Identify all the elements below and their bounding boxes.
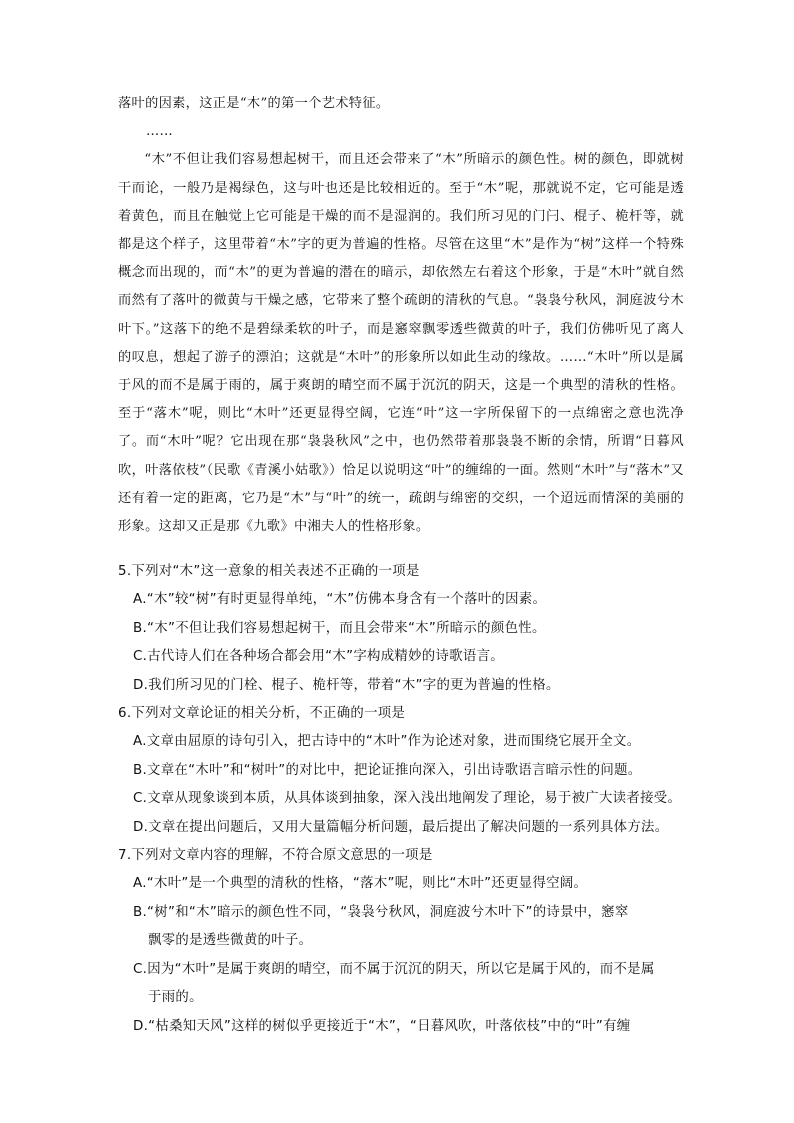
question-5 [118,558,690,700]
option-b: B.文章在“木叶”和“树叶”的对比中，把论证推向深入，引出诗歌语言暗示性的问题。 [133,762,642,778]
option-d: D.我们所习见的门栓、棍子、桅杆等，带着“木”字的更为普遍的性格。 [133,677,560,693]
passage-line-continued: 落叶的因素，这正是“木”的第一个艺术特征。 [118,96,390,111]
option-d: D.“枯桑知天风”这样的树似乎更接近于“木”，“日暮风吹，叶落依枝”中的“叶”有缠 [133,1018,631,1034]
option-b: B.“木”不但让我们容易想起树干，而且会带来“木”所暗示的颜色性。 [133,620,546,636]
option-line: B.“树”和“木”暗示的颜色性不同，“袅袅兮秋风，洞庭波兮木叶下”的诗景中，窸窣 [133,904,629,920]
question-stem: 5.下列对“木”这一意象的相关表述不正确的一项是 [118,564,420,579]
question-stem: 6.下列对文章论证的相关分析，不正确的一项是 [118,706,406,722]
option-c: C.古代诗人们在各种场合都会用“木”字构成精妙的诗歌语言。 [133,649,504,665]
question-7 [118,842,690,1041]
question-stem: 7.下列对文章内容的理解，不符合原文意思的一项是 [118,848,433,864]
option-a: A.“木叶”是一个典型的清秋的性格，“落木”呢，则比“木叶”还更显得空阔。 [133,876,588,892]
passage-ellipsis: …… [146,124,174,140]
option-b [133,899,690,956]
option-d: D.文章在提出问题后，又用大量篇幅分析问题，最后提出了解决问题的一系列具体方法。 [133,819,669,835]
option-line-continued: 于雨的。 [148,990,203,1006]
reading-passage [118,90,684,541]
option-c: C.文章从现象谈到本质，从具体谈到抽象，深入浅出地阐发了理论，易于被广大读者接受。 [133,791,682,807]
passage-paragraph: “木”不但让我们容易想起树干，而且还会带来了“木”所暗示的颜色性。树的颜色，即就树干而论，一般乃是褐绿色，这与叶也还是比较相近的。至于“木”呢，那就说不定，它可能是透着黄色，而且在触觉上它可能是干燥的而不是湿润的。我们所习见的门闩、棍子、桅杆等，就都是这个样子，这里带着“木”字的更为普遍的性格。尽管在这里“木”是作为“树”这样一个特殊概念而出现的，而“木”的更为普遍的潜在的暗示，却依然左右着这个形象，于是“木叶”就自然而然有了落叶的微黄与干燥之感，它带来了整个疏朗的清秋的气息。“袅袅兮秋风，洞庭波兮木叶下。”这落下的绝不是碧绿柔软的叶子，而是窸窣飘零透些微黄的叶子，我们仿佛听见了离人的叹息，想起了游子的漂泊；这就是“木叶”的形象所以如此生动的缘故。……“木叶”所以是属于风的而不是属于雨的，属于爽朗的晴空而不属于沉沉的阴天，这是一个典型的清秋的性格。至于“落木”呢，则比“木叶”还更显得空阔，它连“叶”这一字所保留下的一点绵密之意也洗净了。而“木叶”呢？它出现在那“袅袅秋风”之中，也仍然带着那袅袅不断的余情，所谓“日暮风吹，叶落依枝”（民歌《青溪小姑歌》）恰足以说明这“叶”的缠绵的一面。然则“木叶”与“落木”又还有着一定的距离，它乃是“木”与“叶”的统一，疏朗与绵密的交织，一个迢远而情深的美丽的形象。这却又正是那《九歌》中湘夫人的性格形象。 [118,152,684,535]
question-list [118,558,690,1041]
option-a: A.“木”较“树”有时更显得单纯，“木”仿佛本身含有一个落叶的因素。 [133,592,547,608]
option-c [133,956,690,1013]
option-a: A.文章由屈原的诗句引入，把古诗中的“木叶”作为论述对象，进而围绕它展开全文。 [133,734,641,750]
option-line-continued: 飘零的是透些微黄的叶子。 [148,933,313,949]
question-6 [118,700,690,842]
option-line: C.因为“木叶”是属于爽朗的晴空，而不属于沉沉的阴天，所以它是属于风的，而不是属 [133,961,655,977]
